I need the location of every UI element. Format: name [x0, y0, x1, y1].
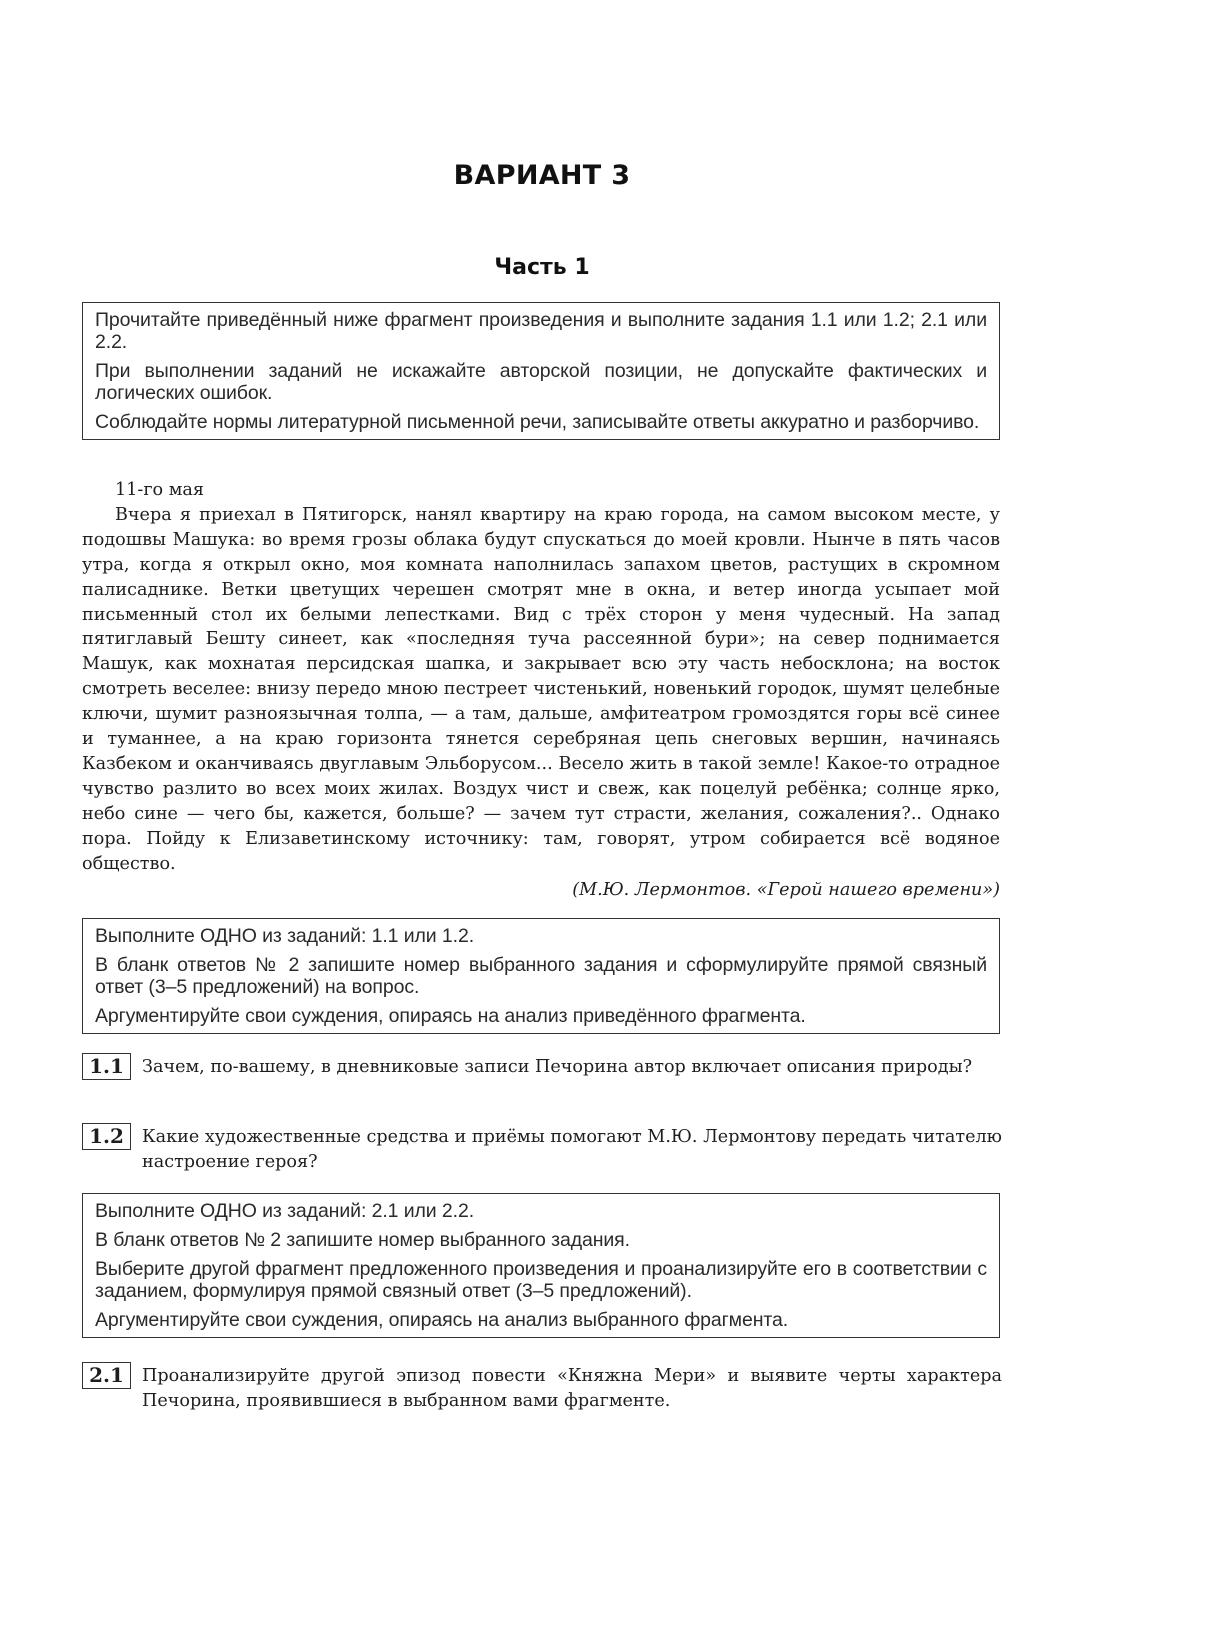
excerpt-date: 11-го мая	[115, 480, 205, 500]
task-number-badge: 1.1	[82, 1053, 131, 1080]
task-group-2-instructions-box	[82, 1193, 1000, 1338]
task-item	[82, 1125, 1002, 1175]
literary-excerpt	[82, 478, 1000, 902]
instruction-line: В бланк ответов № 2 запишите номер выбранного задания и сформулируйте прямой связный ответ (3–5 предложений) на вопрос.	[95, 954, 987, 998]
excerpt-source: (М.Ю. Лермонтов. «Герой нашего времени»)	[572, 879, 1000, 900]
task-question: Проанализируйте другой эпизод повести «Княжна Мери» и выявите черты характера Печорина, проявившиеся в выбранном вами фрагменте.	[142, 1366, 1002, 1411]
instruction-line: В бланк ответов № 2 запишите номер выбранного задания.	[95, 1229, 630, 1251]
task-number-badge: 2.1	[82, 1362, 131, 1389]
instruction-line: Выберите другой фрагмент предложенного произведения и проанализируйте его в соответствии с заданием, формулируя прямой связный ответ (3–5 предложений).	[95, 1258, 987, 1302]
instruction-line: Прочитайте приведённый ниже фрагмент произведения и выполните задания 1.1 или 1.2; 2.1 или 2.2.	[95, 309, 987, 353]
instruction-line: Выполните ОДНО из заданий: 1.1 или 1.2.	[95, 925, 475, 947]
excerpt-body: Вчера я приехал в Пятигорск, нанял квартиру на краю города, на самом высоком месте, у подошвы Машука: во время грозы облака будут спускаться до моей кровли. Нынче в пять часов утра, когда я открыл окно, моя комната наполнилась запахом цветов, растущих в скромном палисаднике. Ветки цветущих черешен смотрят мне в окна, и ветер иногда усыпает мой письменный стол их белыми лепестками. Вид с трёх сторон у меня чудесный. На запад пятиглавый Бешту синеет, как «последняя туча рассеянной бури»; на север поднимается Машук, как мохнатая персидская шапка, и закрывает всю эту часть небосклона; на восток смотреть веселее: внизу передо мною пестреет чистенький, новенький городок, шумят целебные ключи, шумит разноязычная толпа, — а там, дальше, амфитеатром громоздятся горы всё синее и туманнее, а на краю горизонта тянется серебряная цепь снеговых вершин, начинаясь Казбеком и оканчиваясь двуглавым Эльборусом... Весело жить в такой земле! Какое-то отрадное чувство разлито во всех моих жилах. Воздух чист и свеж, как поцелуй ребёнка; солнце ярко, небо сине — чего бы, кажется, больше? — зачем тут страсти, желания, сожаления?.. Однако пора. Пойду к Елизаветинскому источнику: там, говорят, утром собирается всё водяное общество.	[82, 504, 1000, 874]
instruction-line: Соблюдайте нормы литературной письменной речи, записывайте ответы аккуратно и разборчиво.	[95, 411, 980, 433]
task-question: Зачем, по-вашему, в дневниковые записи Печорина автор включает описания природы?	[142, 1057, 973, 1077]
task-group-1-instructions-box	[82, 918, 1000, 1034]
instruction-line: Аргументируйте свои суждения, опираясь на анализ приведённого фрагмента.	[95, 1005, 806, 1027]
instruction-line: Аргументируйте свои суждения, опираясь на анализ выбранного фрагмента.	[95, 1309, 789, 1331]
task-item	[82, 1055, 1002, 1080]
task-number-badge: 1.2	[82, 1123, 131, 1150]
instruction-line: При выполнении заданий не искажайте авторской позиции, не допускайте фактических и логических ошибок.	[95, 360, 987, 404]
variant-title: ВАРИАНТ 3	[453, 160, 631, 191]
general-instructions-box	[82, 302, 1000, 440]
task-question: Какие художественные средства и приёмы помогают М.Ю. Лермонтову передать читателю настроение героя?	[142, 1127, 1002, 1172]
part-heading: Часть 1	[494, 255, 590, 280]
instruction-line: Выполните ОДНО из заданий: 2.1 или 2.2.	[95, 1200, 475, 1222]
task-item	[82, 1364, 1002, 1414]
